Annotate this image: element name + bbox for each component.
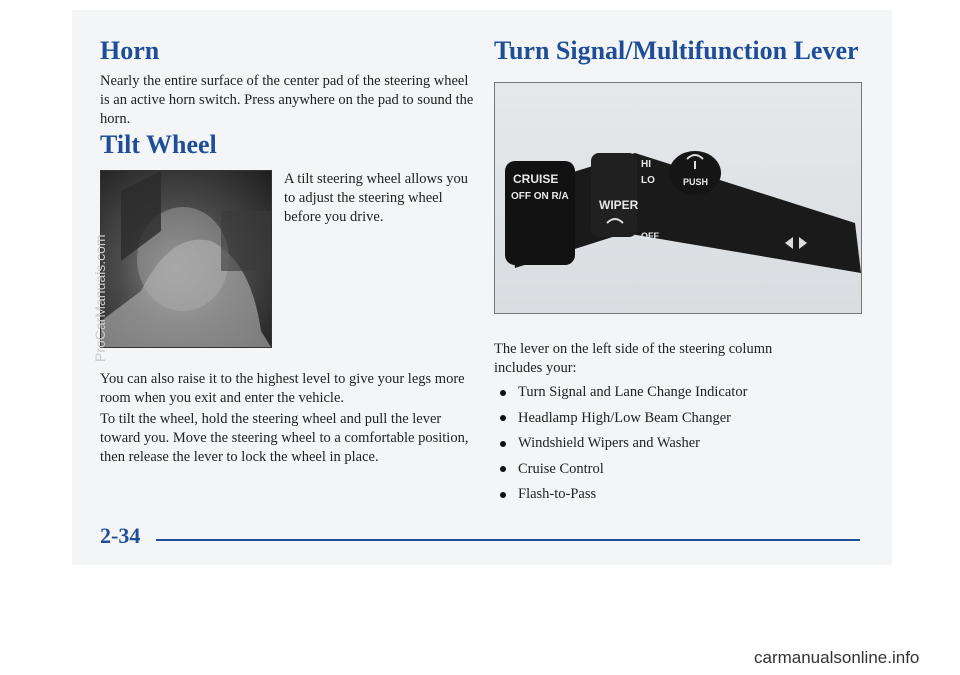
list-item	[500, 406, 840, 432]
tilt-wheel-side-text: A tilt steering wheel allows you to adjust the steering wheel before you drive.	[284, 171, 469, 225]
side-watermark: ProCarManuals.com	[92, 234, 108, 362]
page-footer-rule	[156, 539, 860, 541]
lever-intro-text: The lever on the left side of the steering column includes your:	[494, 341, 773, 376]
list-item-label: Flash-to-Pass	[518, 486, 597, 503]
lever-wiper-label: WIPER	[599, 198, 639, 212]
tilt-wheel-photo	[100, 170, 272, 348]
list-item	[500, 457, 840, 483]
lever-hi-label: HI	[641, 159, 651, 170]
list-item-label: Windshield Wipers and Washer	[518, 435, 700, 452]
bullet-icon	[500, 466, 506, 472]
bullet-icon	[500, 390, 506, 396]
lever-functions-list	[500, 380, 840, 508]
site-watermark[interactable]: carmanualsonline.info	[754, 648, 920, 667]
lever-lo-label: LO	[641, 175, 655, 186]
lever-push-label: PUSH	[683, 177, 709, 187]
page-number: 2-34	[100, 523, 141, 548]
horn-paragraph: Nearly the entire surface of the center pad of the steering wheel is an active horn switch. Press anywhere on the pad to sound the horn.	[100, 73, 474, 127]
bullet-icon	[500, 492, 506, 498]
list-item-label: Cruise Control	[518, 460, 604, 477]
list-item-label: Headlamp High/Low Beam Changer	[518, 409, 732, 426]
list-item	[500, 482, 840, 508]
lever-off-label: OFF	[641, 231, 659, 241]
tilt-wheel-heading: Tilt Wheel	[100, 130, 217, 159]
bullet-icon	[500, 415, 506, 421]
multifunction-lever-photo	[494, 82, 862, 314]
lever-cruise-label: CRUISE	[513, 172, 559, 186]
tilt-wheel-raise-text: You can also raise it to the highest level to give your legs more room when you exit and enter the vehicle.	[100, 371, 465, 406]
tilt-wheel-how-text: To tilt the wheel, hold the steering wheel and pull the lever toward you. Move the steering wheel to a comfortable position, then release the lever to lock the wheel in place.	[100, 411, 469, 465]
list-item	[500, 380, 840, 406]
lever-offon-label: OFF ON R/A	[511, 191, 569, 202]
list-item	[500, 431, 840, 457]
turn-signal-heading: Turn Signal/Multifunction Lever	[494, 36, 859, 65]
bullet-icon	[500, 441, 506, 447]
list-item-label: Turn Signal and Lane Change Indicator	[518, 384, 748, 401]
horn-heading: Horn	[100, 36, 160, 65]
